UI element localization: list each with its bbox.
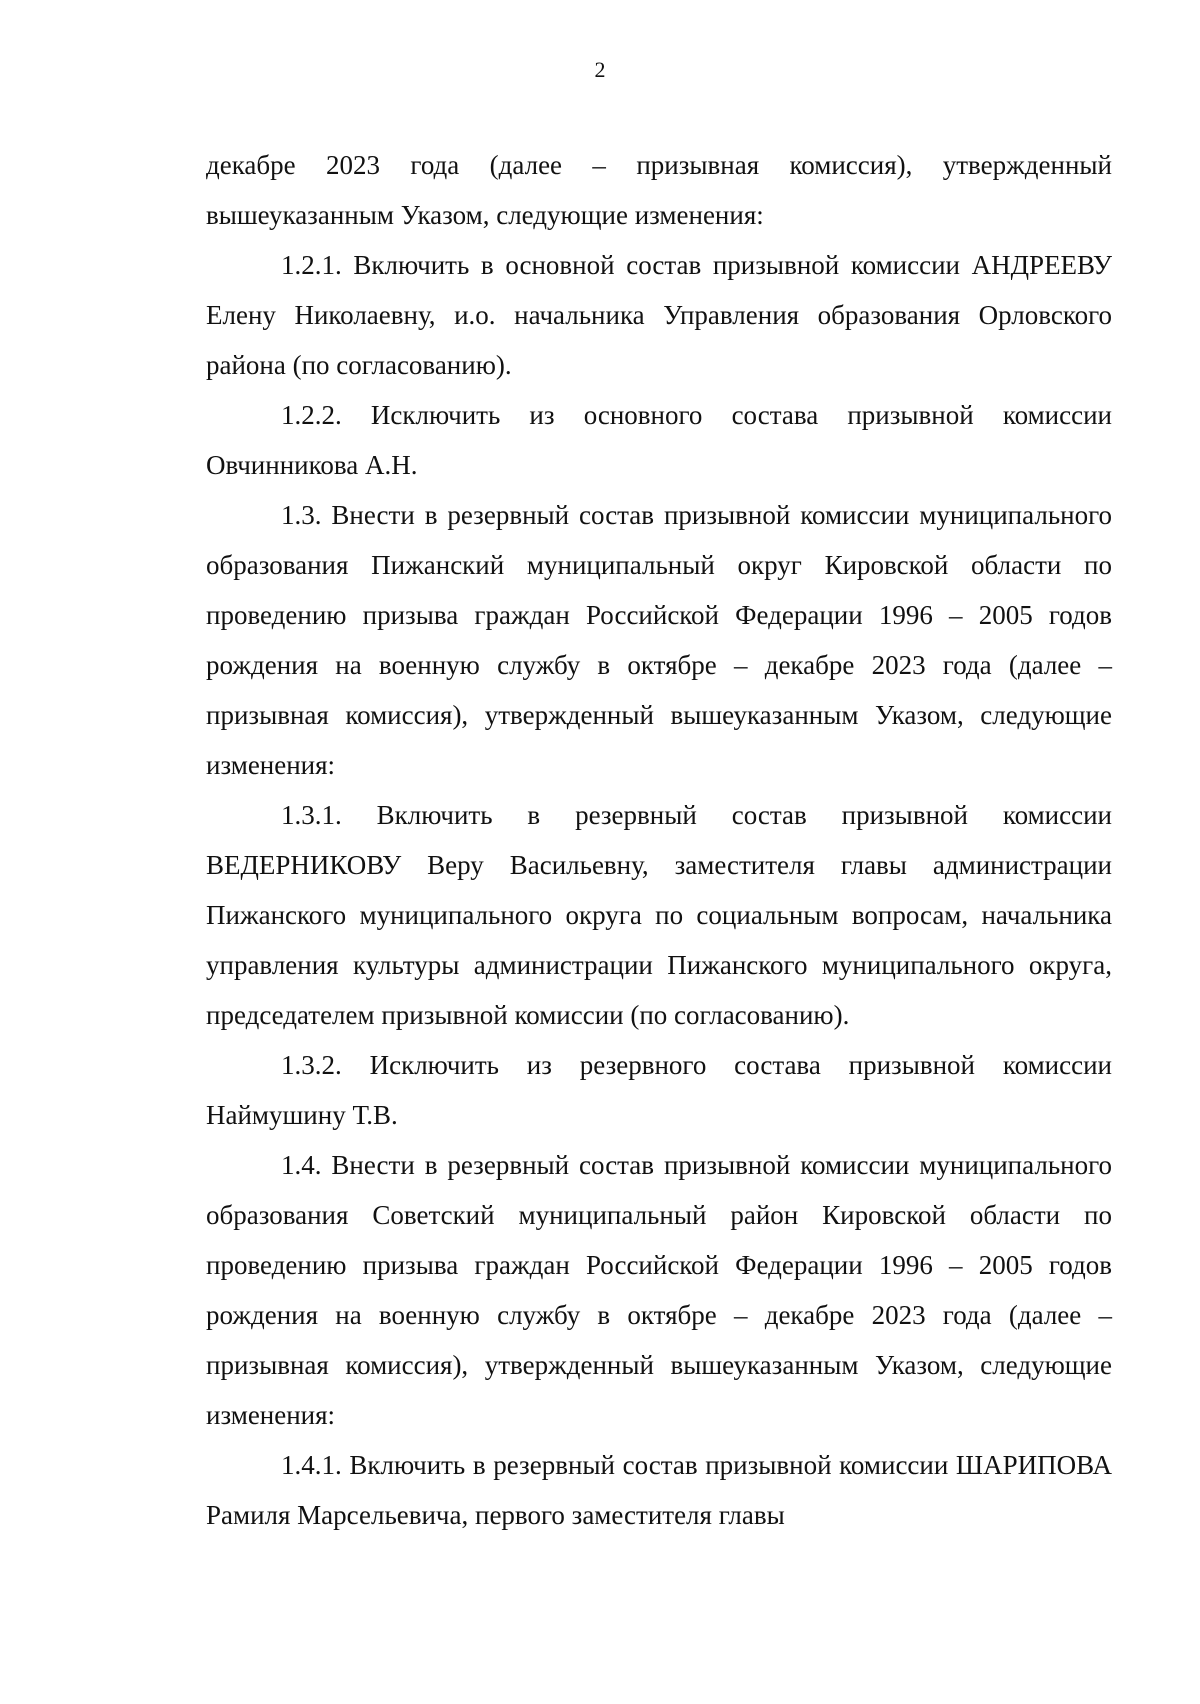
paragraph-intro-continuation: декабре 2023 года (далее – призывная комиссия), утвержденный вышеуказанным Указом, следующие изменения: [206,150,1112,230]
page-number: 2 [594,57,606,82]
paragraph-1-4: 1.4. Внести в резервный состав призывной комиссии муниципального образования Советский муниципальный район Кировской области по проведению призыва граждан Российской Федерации 1996 – 2005 годов рождения на военную службу в октябре – декабре 2023 года (далее – призывная комиссия), утвержденный вышеуказанным Указом, следующие изменения: [206,1150,1112,1430]
paragraph-1-3: 1.3. Внести в резервный состав призывной комиссии муниципального образования Пижанский муниципальный округ Кировской области по проведению призыва граждан Российской Федерации 1996 – 2005 годов рождения на военную службу в октябре – декабре 2023 года (далее – призывная комиссия), утвержденный вышеуказанным Указом, следующие изменения: [206,500,1112,780]
paragraph-1-2-2: 1.2.2. Исключить из основного состава призывной комиссии Овчинникова А.Н. [206,400,1112,480]
paragraph-1-3-1: 1.3.1. Включить в резервный состав призывной комиссии ВЕДЕРНИКОВУ Веру Васильевну, заместителя главы администрации Пижанского муниципального округа по социальным вопросам, начальника управления культуры администрации Пижанского муниципального округа, председателем призывной комиссии (по согласованию). [206,800,1112,1030]
document-body [206,140,1112,1540]
paragraph-1-2-1: 1.2.1. Включить в основной состав призывной комиссии АНДРЕЕВУ Елену Николаевну, и.о. начальника Управления образования Орловского района (по согласованию). [206,250,1112,380]
paragraph-1-4-1: 1.4.1. Включить в резервный состав призывной комиссии ШАРИПОВА Рамиля Марсельевича, первого заместителя главы [206,1450,1112,1530]
paragraph-1-3-2: 1.3.2. Исключить из резервного состава призывной комиссии Наймушину Т.В. [206,1050,1112,1130]
